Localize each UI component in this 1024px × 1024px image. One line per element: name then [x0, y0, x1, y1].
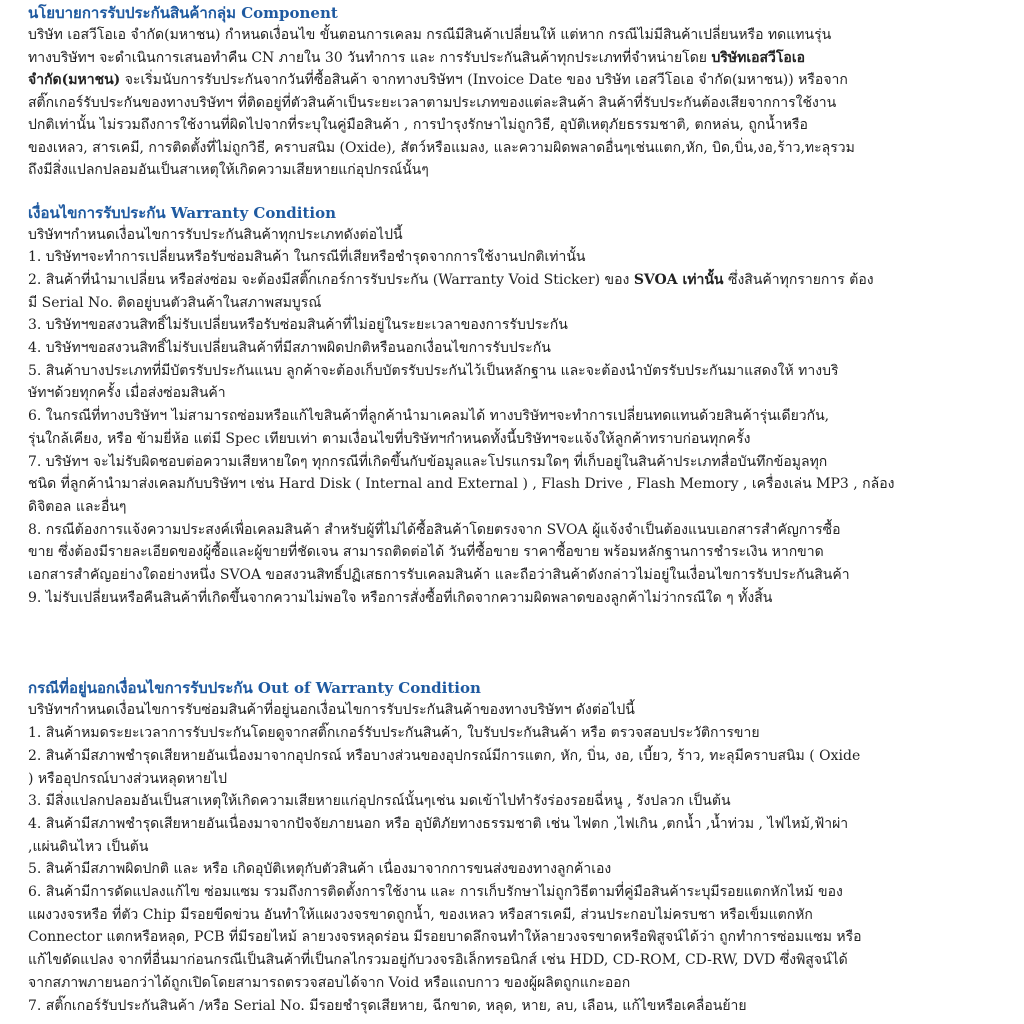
- text-line: จำกัด(มหาชน) จะเริ่มนับการรับประกันจากวันที่ซื้อสินค้า จากทางบริษัทฯ (Invoice Date ของ บริษัท เอสวีโอเอ จำกัด(มหาชน)) หรือจาก: [28, 72, 848, 88]
- company-name-bold: บริษัทเอสวีโอเอ: [711, 49, 806, 66]
- text-line: ) หรืออุปกรณ์บางส่วนหลุดหายไป: [28, 770, 228, 787]
- text-line: สติ๊กเกอร์รับประกันของทางบริษัทฯ ที่ติดอยู่ที่ตัวสินค้าเป็นระยะเวลาตามประเภทของแต่ละสินค้า สินค้าที่รับประกันต้องเสียจากการใช้งาน: [28, 94, 837, 111]
- out-of-warranty-heading: กรณีที่อยู่นอกเงื่อนไขการรับประกัน Out of Warranty Condition: [28, 679, 481, 698]
- text-line: 9. ไม่รับเปลี่ยนหรือคืนสินค้าที่เกิดขึ้นจากความไม่พอใจ หรือการสั่งซื้อที่เกิดจากความผิดพลาดของลูกค้าไม่ว่ากรณีใด ๆ ทั้งสิ้น: [28, 589, 773, 606]
- text-line: บริษัท เอสวีโอเอ จำกัด(มหาชน) กำหนดเงื่อนไข ขั้นตอนการเคลม กรณีมีสินค้าเปลี่ยนให้ แต่หาก กรณีไม่มีสินค้าเปลี่ยนหรือ ทดแทนรุ่น: [28, 27, 832, 43]
- text-line: ของเหลว, สารเคมี, การติดตั้งที่ไม่ถูกวิธี, คราบสนิม (Oxide), สัตว์หรือแมลง, และความผิดพลาดอื่นๆเช่นแตก,หัก, บิด,บิ่น,งอ,ร้าว,ทะลุรวม: [28, 139, 855, 156]
- text-line: 6. สินค้ามีการดัดแปลงแก้ไข ซ่อมแซม รวมถึงการติดตั้งการใช้งาน และ การเก็บรักษาไม่ถูกวิธีตามที่คู่มือสินค้าระบุมีรอยแตกหักไหม้ ของ: [28, 884, 843, 901]
- warranty-condition-heading: เงื่อนไขการรับประกัน Warranty Condition: [28, 203, 336, 222]
- out-of-warranty-section: [28, 677, 988, 1017]
- text-line: ษัทฯด้วยทุกครั้ง เมื่อส่งซ่อมสินค้า: [28, 385, 226, 402]
- svoa-only-bold: SVOA เท่านั้น: [633, 271, 724, 288]
- text-line: Connector แตกหรือหลุด, PCB ที่มีรอยไหม้ ลายวงจรหลุดร่อน มีรอยบาดลึกจนทำให้ลายวงจรขาดหรือพิสูจน์ได้ว่า ถูกทำการซ่อมแซม หรือ: [28, 929, 862, 946]
- text-line: แผงวงจรหรือ ที่ตัว Chip มีรอยขีดข่วน อันทำให้แผงวงจรขาดถูกน้ำ, ของเหลว หรือสารเคมี, ส่วนประกอบไม่ครบชา หรือเข็มแตกหัก: [28, 906, 813, 923]
- text-line: ปกติเท่านั้น ไม่รวมถึงการใช้งานที่ผิดไปจากที่ระบุในคู่มือสินค้า , การบำรุงรักษาไม่ถูกวิธี, อุบัติเหตุภัยธรรมชาติ, ตกหล่น, ถูกน้ำหรือ: [28, 117, 808, 133]
- text-line: 3. มีสิ่งแปลกปลอมอันเป็นสาเหตุให้เกิดความเสียหายแก่อุปกรณ์นั้นๆเช่น มดเข้าไปทำรังร่องรอยฉี่หนู , รังปลวก เป็นต้น: [28, 793, 731, 810]
- text-line: ,แผ่นดินไหว เป็นต้น: [28, 838, 149, 855]
- text-line: 3. บริษัทฯขอสงวนสิทธิ์ไม่รับเปลี่ยนหรือรับซ่อมสินค้าที่ไม่อยู่ในระยะเวลาของการรับประกัน: [28, 317, 568, 334]
- text-line: 7. สติ๊กเกอร์รับประกันสินค้า /หรือ Serial No. มีรอยชำรุดเสียหาย, ฉีกขาด, หลุด, หาย, ลบ, เลือน, แก้ไขหรือเคลื่อนย้าย: [28, 997, 747, 1014]
- text-line: 4. สินค้ามีสภาพชำรุดเสียหายอันเนื่องมาจากปัจจัยภายนอก หรือ อุบัติภัยทางธรรมชาติ เช่น ไฟตก ,ไฟเกิน ,ตกน้ำ ,น้ำท่วม , ไฟไหม้,ฟ้าผ่า: [28, 815, 849, 832]
- component-policy-section: [28, 2, 988, 182]
- text-line: แก้ไขดัดแปลง จากที่อื่นมาก่อนกรณีเป็นสินค้าที่เป็นกลไกรวมอยู่กับวงจรอิเล็กทรอนิกส์ เช่น HDD, CD-ROM, CD-RW, DVD ซึ่งพิสูจน์ได้: [28, 952, 848, 969]
- text-line: มี Serial No. ติดอยู่บนตัวสินค้าในสภาพสมบูรณ์: [28, 294, 322, 311]
- text-line: บริษัทฯกำหนดเงื่อนไขการรับประกันสินค้าทุกประเภทดังต่อไปนี้: [28, 226, 403, 243]
- text-line: ทางบริษัทฯ จะดำเนินการเสนอทำคืน CN ภายใน 30 วันทำการ และ การรับประกันสินค้าทุกประเภทที่จำหน่ายโดย บริษัทเอสวีโอเอ: [28, 49, 806, 66]
- component-policy-heading: นโยบายการรับประกันสินค้ากลุ่ม Component: [28, 4, 338, 22]
- text-line: จากสภาพภายนอกว่าได้ถูกเปิดโดยสามารถตรวจสอบได้จาก Void หรือแถบกาว ของผู้ผลิตถูกแกะออก: [28, 974, 631, 991]
- text-line: 7. บริษัทฯ จะไม่รับผิดชอบต่อความเสียหายใดๆ ทุกกรณีที่เกิดขึ้นกับข้อมูลและโปรแกรมใดๆ ที่เก็บอยู่ในสินค้าประเภทสื่อบันทึกข้อมูลทุก: [28, 453, 828, 470]
- text-line: เอกสารสำคัญอย่างใดอย่างหนึ่ง SVOA ขอสงวนสิทธิ์ปฏิเสธการรับเคลมสินค้า และถือว่าสินค้าดังกล่าวไม่อยู่ในเงื่อนไขการรับประกันสินค้า: [28, 567, 850, 584]
- warranty-condition-section: [28, 202, 988, 610]
- text-line: 1. บริษัทฯจะทำการเปลี่ยนหรือรับซ่อมสินค้า ในกรณีที่เสียหรือชำรุดจากการใช้งานปกติเท่านั้น: [28, 249, 586, 266]
- text-line: ชนิด ที่ลูกค้านำมาส่งเคลมกับบริษัทฯ เช่น Hard Disk ( Internal and External ) , Flash Drive , Flash Memory , เครื่องเล่น MP3 , กล้อง: [28, 476, 895, 493]
- text-line: 2. สินค้าที่นำมาเปลี่ยน หรือส่งซ่อม จะต้องมีสติ๊กเกอร์การรับประกัน (Warranty Void Sticker) ของ SVOA เท่านั้น ซึ่งสินค้าทุกรายการ ต้อง: [28, 271, 874, 288]
- text-line: 2. สินค้ามีสภาพชำรุดเสียหายอันเนื่องมาจากอุปกรณ์ หรือบางส่วนของอุปกรณ์มีการแตก, หัก, บิ่น, งอ, เบี้ยว, ร้าว, ทะลุมีคราบสนิม ( Oxide: [28, 747, 861, 764]
- text-line: 6. ในกรณีที่ทางบริษัทฯ ไม่สามารถซ่อมหรือแก้ไขสินค้าที่ลูกค้านำมาเคลมได้ ทางบริษัทฯจะทำการเปลี่ยนทดแทนด้วยสินค้ารุ่นเดียวกัน,: [28, 408, 830, 425]
- text-line: ถึงมีสิ่งแปลกปลอมอันเป็นสาเหตุให้เกิดความเสียหายแก่อุปกรณ์นั้นๆ: [28, 162, 429, 178]
- text-line: บริษัทฯกำหนดเงื่อนไขการรับซ่อมสินค้าที่อยู่นอกเงื่อนไขการรับประกันสินค้าของทางบริษัทฯ ดังต่อไปนี้: [28, 702, 635, 719]
- text-line: ดิจิตอล และอื่นๆ: [28, 498, 127, 515]
- text-line: 8. กรณีต้องการแจ้งความประสงค์เพื่อเคลมสินค้า สำหรับผู้ที่ไม่ได้ซื้อสินค้าโดยตรงจาก SVOA ผู้แจ้งจำเป็นต้องแนบเอกสารสำคัญการซื้อ: [28, 521, 841, 538]
- text-line: 5. สินค้าบางประเภทที่มีบัตรรับประกันแนบ ลูกค้าจะต้องเก็บบัตรรับประกันไว้เป็นหลักฐาน และจะต้องนำบัตรรับประกันมาแสดงให้ ทางบริ: [28, 362, 839, 379]
- company-name-bold: จำกัด(มหาชน): [28, 72, 121, 88]
- text-line: 1. สินค้าหมดระยะเวลาการรับประกันโดยดูจากสติ๊กเกอร์รับประกันสินค้า, ใบรับประกันสินค้า หรือ ตรวจสอบประวัติการขาย: [28, 725, 760, 742]
- text-line: 5. สินค้ามีสภาพผิดปกติ และ หรือ เกิดอุบัติเหตุกับตัวสินค้า เนื่องมาจากการขนส่งของทางลูกค้าเอง: [28, 861, 612, 878]
- text-line: รุ่นใกล้เคียง, หรือ ข้ามยี่ห้อ แต่มี Spec เทียบเท่า ตามเงื่อนไขที่บริษัทฯกำหนดทั้งนี้บริษัทฯจะแจ้งให้ลูกค้าทราบก่อนทุกครั้ง: [28, 430, 751, 447]
- text-line: 4. บริษัทฯขอสงวนสิทธิ์ไม่รับเปลี่ยนสินค้าที่มีสภาพผิดปกติหรือนอกเงื่อนไขการรับประกัน: [28, 340, 551, 357]
- text-line: ขาย ซึ่งต้องมีรายละเอียดของผู้ซื้อและผู้ขายที่ชัดเจน สามารถติดต่อได้ วันที่ซื้อขาย ราคาซื้อขาย พร้อมหลักฐานการชำระเงิน หากขาด: [28, 544, 824, 561]
